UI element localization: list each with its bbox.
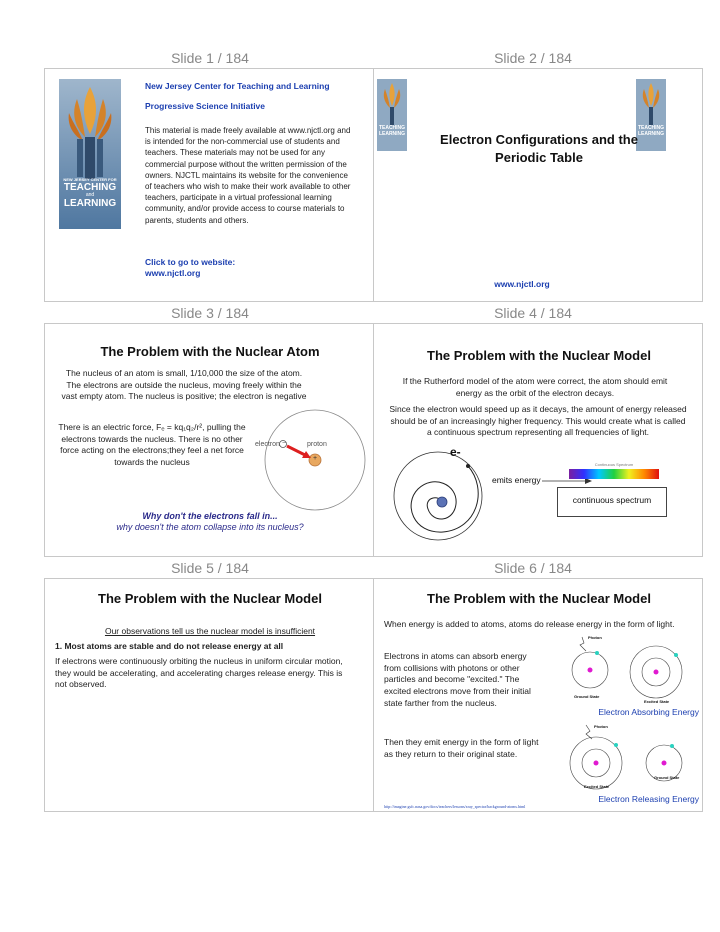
emits-energy-label: emits energy <box>492 475 541 485</box>
slide-5-title: The Problem with the Nuclear Model <box>98 591 322 606</box>
website-link[interactable]: www.njctl.org <box>494 279 550 289</box>
slide-5[interactable] <box>44 578 374 812</box>
slide-3-para-1: The nucleus of an atom is small, 1/10,000 the size of the atom. The electrons are outside the nucleus, moving freely within the vast empty atom. The nucleus is positive; the electron is negative <box>61 368 307 402</box>
slide-2[interactable] <box>373 68 703 302</box>
website-link[interactable]: www.njctl.org <box>145 268 201 278</box>
slide-caption-5: Slide 5 / 184 <box>171 560 249 576</box>
proton-label: proton <box>307 441 327 448</box>
slide-3-para-2: There is an electric force, Fₑ = kq₁q₂/r², pulling the electrons towards the nucleus. There is no other force acting on the electrons;they feel a net force towards the nucleus <box>58 422 246 468</box>
logo-right-line-2: LEARNING <box>637 131 665 137</box>
spiral-decay-diagram <box>388 444 498 544</box>
slide-5-point: 1. Most atoms are stable and do not release energy at all <box>55 641 284 651</box>
logo-left-line-2: LEARNING <box>378 131 406 137</box>
emit-text: Then they emit energy in the form of light as they return to their original state. <box>384 737 539 759</box>
slide-6-intro: When energy is added to atoms, atoms do release energy in the form of light. <box>384 619 675 629</box>
slide-5-body: If electrons were continuously orbiting the nucleus in uniform circular motion, they would be accelerating, and accelerating charges release energy. This is not observed. <box>55 656 343 690</box>
emit-ground-label: Ground State <box>654 775 680 780</box>
logo-left-line-1: TEACHING <box>378 125 406 131</box>
slide-caption-4: Slide 4 / 184 <box>494 305 572 321</box>
slide-caption-3: Slide 3 / 184 <box>171 305 249 321</box>
spectrum-caption: continuous spectrum <box>572 495 652 505</box>
logo-left-text <box>377 125 407 137</box>
slide-caption-1: Slide 1 / 184 <box>171 50 249 66</box>
proton-sign: + <box>313 455 318 462</box>
logo-line-3: and <box>85 192 95 198</box>
absorb-ground-label: Ground State <box>574 694 600 699</box>
slide-3-title: The Problem with the Nuclear Atom <box>100 344 320 359</box>
slide-4-para-1: If the Rutherford model of the atom were correct, the atom should emit energy as the orbit of the electron decays. <box>402 376 668 398</box>
slide-5-intro: Our observations tell us the nuclear model is insufficient <box>104 626 316 636</box>
spectrum-label: Continuous Spectrum <box>594 462 634 467</box>
slide-4[interactable] <box>373 323 703 557</box>
question-line-2: why doesn't the atom collapse into its nucleus? <box>116 522 304 532</box>
atom-diagram <box>257 406 367 516</box>
slide-4-para-2: Since the electron would speed up as it decays, the amount of energy released should be of an increasingly higher frequency. This would create what is called a continuous spectrum representing all frequencies of light. <box>389 404 687 438</box>
emit-photon-label: Photon <box>594 724 608 729</box>
emit-caption: Electron Releasing Energy <box>598 794 699 804</box>
slide-6-title: The Problem with the Nuclear Model <box>427 591 651 606</box>
source-link[interactable]: http://imagine.gsfc.nasa.gov/docs/teachers/lessons/xray_spectra/background-atoms.html <box>384 804 526 809</box>
slide-caption-6: Slide 6 / 184 <box>494 560 572 576</box>
logo-line-4: LEARNING <box>63 198 117 209</box>
slide-2-title-line-1: Electron Configurations and the <box>440 132 638 147</box>
electron-sign: − <box>282 440 287 447</box>
slide-4-title: The Problem with the Nuclear Model <box>427 348 651 363</box>
slide-2-title-line-2: Periodic Table <box>495 150 583 165</box>
emit-excited-label: Excited State <box>584 784 610 789</box>
slide-6[interactable] <box>373 578 703 812</box>
logo-line-1: NEW JERSEY CENTER FOR <box>63 177 117 182</box>
logo-line-2: TEACHING <box>63 182 117 193</box>
question-line-1: Why don't the electrons fall in... <box>142 511 278 521</box>
logo-right-line-1: TEACHING <box>637 125 665 131</box>
usage-notice: This material is made freely available at www.njctl.org and is intended for the non-commercial use of students and teachers. These materials may not be used for any commercial purpose without the written permission of the owners. NJCTL maintains its website for the convenience of teachers who wish to make their work available to other teachers, participate in a virtual professional learning community, and/or provide access to course materials to parents, students and others. <box>145 126 351 225</box>
absorb-photon-label: Photon <box>588 635 602 640</box>
absorb-text: Electrons in atoms can absorb energy from collisions with photons or other particles and become "excited." The excited electrons move from their initial state farther from the nucleus. <box>384 651 531 708</box>
absorb-diagram <box>564 635 694 711</box>
slide-2-title <box>414 131 664 167</box>
njctl-logo-left <box>377 79 407 151</box>
absorb-caption: Electron Absorbing Energy <box>598 707 699 717</box>
spectrum-bar <box>569 469 659 479</box>
slide-caption-2: Slide 2 / 184 <box>494 50 572 66</box>
slide-3[interactable] <box>44 323 374 557</box>
org-name: New Jersey Center for Teaching and Learning <box>145 81 330 91</box>
electron-label: electron <box>255 441 280 448</box>
slide-1[interactable] <box>44 68 374 302</box>
emit-diagram <box>564 723 694 801</box>
njctl-logo-text <box>59 177 121 209</box>
absorb-excited-label: Excited State <box>644 699 670 704</box>
electron-e-label: e- <box>450 445 461 459</box>
click-to-website: Click to go to website: <box>145 257 236 267</box>
initiative-name: Progressive Science Initiative <box>145 101 266 111</box>
